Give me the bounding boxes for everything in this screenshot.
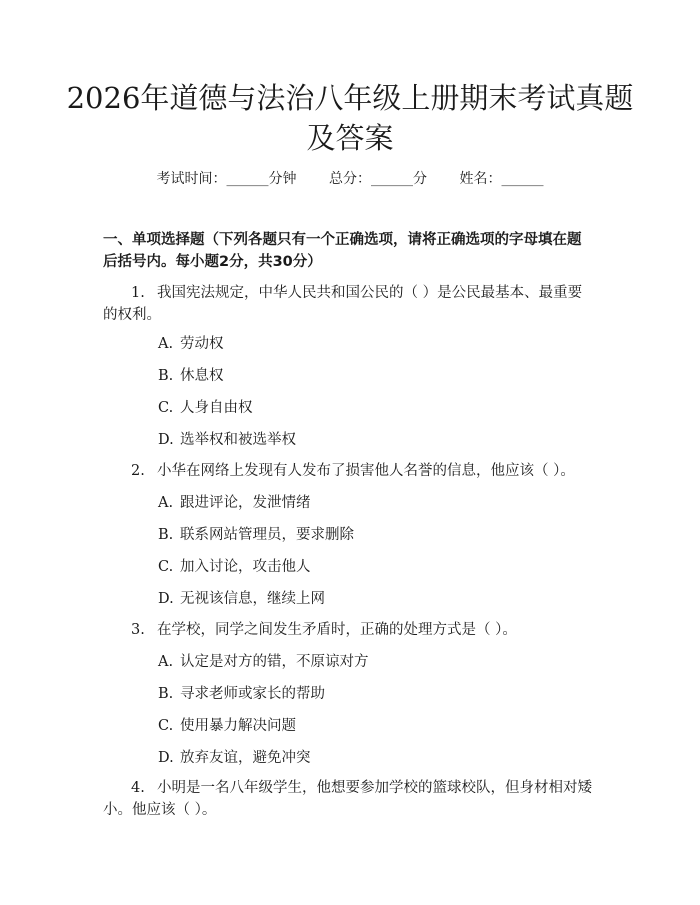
option-text: 劳动权 [180, 336, 224, 352]
option-2c [158, 556, 311, 578]
option-text: 联系网站管理员，要求删除 [180, 527, 354, 543]
option-text: 使用暴力解决问题 [180, 718, 296, 734]
exam-score: 总分：______分 [329, 171, 427, 187]
option-letter: B. [158, 527, 174, 543]
option-text: 加入讨论，攻击他人 [180, 559, 311, 575]
option-letter: D. [158, 591, 174, 607]
option-3a [158, 651, 369, 673]
question-1 [103, 282, 595, 326]
option-letter: A. [158, 336, 174, 352]
option-3c [158, 715, 296, 737]
option-2b [158, 524, 354, 546]
option-letter: D. [158, 750, 174, 766]
option-letter: C. [158, 718, 174, 734]
option-text: 跟进评论，发泄情绪 [180, 495, 311, 511]
question-text: 在学校，同学之间发生矛盾时，正确的处理方式是（ ）。 [157, 622, 517, 638]
option-letter: C. [158, 559, 174, 575]
exam-time: 考试时间：______分钟 [156, 171, 297, 187]
question-number: 3. [131, 622, 145, 638]
question-4 [103, 777, 595, 821]
question-3 [103, 619, 595, 641]
question-text: 我国宪法规定，中华人民共和国公民的（ ）是公民最基本、最重要的权利。 [103, 285, 583, 323]
question-2 [103, 460, 595, 482]
page-title: 2026年道德与法治八年级上册期末考试真题及答案 [66, 81, 634, 155]
option-text: 人身自由权 [180, 400, 253, 416]
option-2d [158, 588, 325, 610]
question-number: 2. [131, 463, 145, 479]
question-text: 小明是一名八年级学生，他想要参加学校的篮球校队，但身材相对矮小。他应该（ ）。 [103, 780, 592, 818]
option-text: 寻求老师或家长的帮助 [180, 686, 325, 702]
option-letter: A. [158, 495, 174, 511]
option-text: 休息权 [180, 368, 224, 384]
question-text: 小华在网络上发现有人发布了损害他人名誉的信息，他应该（ ）。 [157, 463, 575, 479]
option-1a [158, 333, 224, 355]
question-number: 1. [131, 285, 145, 301]
student-name: 姓名：______ [459, 171, 544, 187]
option-text: 认定是对方的错，不原谅对方 [180, 654, 369, 670]
option-text: 无视该信息，继续上网 [180, 591, 325, 607]
option-letter: D. [158, 432, 174, 448]
option-text: 选举权和被选举权 [180, 432, 296, 448]
option-3b [158, 683, 325, 705]
option-1c [158, 397, 253, 419]
question-number: 4. [131, 780, 145, 796]
option-1b [158, 365, 224, 387]
option-2a [158, 492, 311, 514]
option-text: 放弃友谊，避免冲突 [180, 750, 311, 766]
option-letter: B. [158, 686, 174, 702]
option-1d [158, 429, 296, 451]
option-letter: A. [158, 654, 174, 670]
exam-meta [0, 169, 700, 189]
option-3d [158, 747, 311, 769]
option-letter: B. [158, 368, 174, 384]
option-letter: C. [158, 400, 174, 416]
section-heading: 一、单项选择题（下列各题只有一个正确选项，请将正确选项的字母填在题后括号内。每小题2分，共30分） [103, 232, 582, 270]
